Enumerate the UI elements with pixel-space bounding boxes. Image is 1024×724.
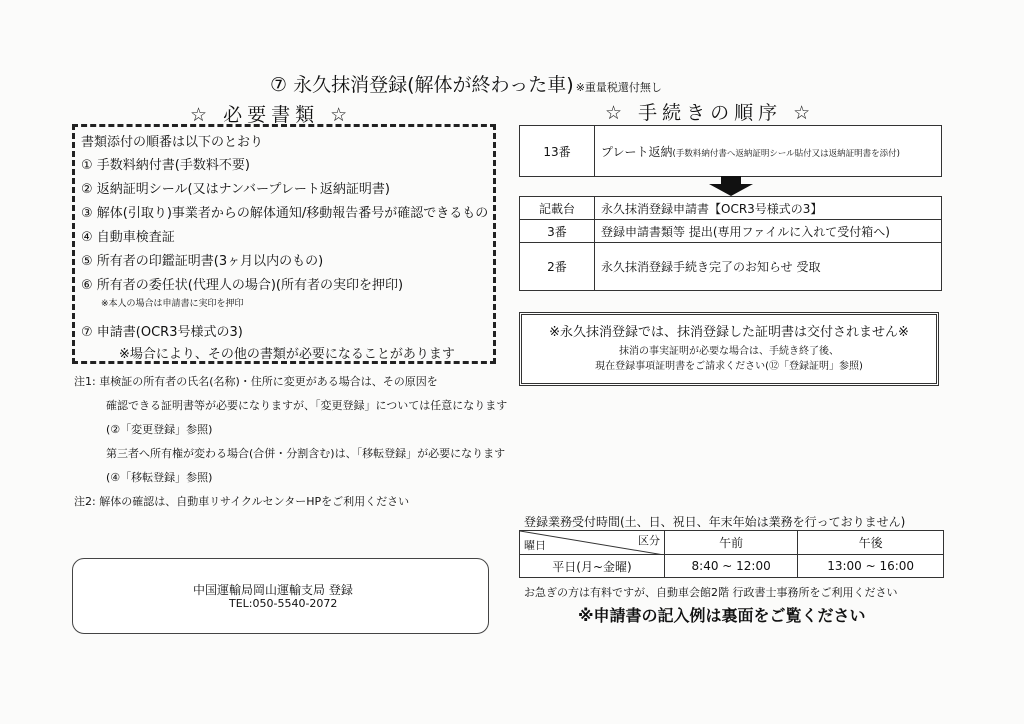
step-number: 2番 xyxy=(520,243,595,291)
document-item: ② 返納証明シール(又はナンバープレート返納証明書) xyxy=(81,182,390,197)
column-am: 午前 xyxy=(665,531,798,555)
header-youbi: 曜日 xyxy=(524,539,546,552)
title-note: ※重量税還付無し xyxy=(575,81,662,94)
note1-line: 第三者へ所有権が変わる場合(合併・分割含む)は、「移転登録」が必要になります xyxy=(106,447,506,460)
note1-line: 注1: 車検証の所有者の氏名(名称)・住所に変更がある場合は、その原因を xyxy=(74,375,438,388)
documents-intro: 書類添付の順番は以下のとおり xyxy=(81,135,264,150)
step-text: 登録申請書類等 提出(専用ファイルに入れて受付箱へ) xyxy=(595,220,942,243)
step-text: 永久抹消登録手続き完了のお知らせ 受取 xyxy=(595,243,942,291)
note1-line: 確認できる証明書等が必要になりますが、「変更登録」については任意になります xyxy=(106,399,508,412)
weekday-pm-hours: 13:00 ~ 16:00 xyxy=(798,555,944,578)
step-text-detail: (手数料納付書へ返納証明シール貼付又は返納証明書を添付) xyxy=(672,148,900,159)
other-documents-note: ※場合により、その他の書類が必要になることがあります xyxy=(119,347,455,362)
item6-note: ※本人の場合は申請書に実印を押印 xyxy=(101,299,244,309)
document-item: ⑥ 所有者の委任状(代理人の場合)(所有者の実印を押印) xyxy=(81,278,404,293)
certificate-notice-box xyxy=(519,312,939,386)
step-text-main: プレート返納 xyxy=(601,144,673,159)
step-number: 13番 xyxy=(520,126,595,177)
urgent-service-note: お急ぎの方は有料ですが、自動車会館2階 行政書士事務所をご利用ください xyxy=(524,586,898,599)
arrow-down-icon xyxy=(707,176,755,196)
procedure-first-step xyxy=(519,125,942,177)
reception-hours-caption: 登録業務受付時間(土、日、祝日、年末年始は業務を行っておりません) xyxy=(524,515,906,529)
header-kubun: 区分 xyxy=(638,534,660,547)
office-name: 中国運輸局岡山運輸支局 登録 xyxy=(193,583,353,597)
office-phone: TEL:050-5540-2072 xyxy=(229,597,338,610)
reception-hours-table xyxy=(519,530,944,578)
page-title xyxy=(270,70,662,97)
row-weekday: 平日(月~金曜) xyxy=(520,555,665,578)
document-item: ① 手数料納付書(手数料不要) xyxy=(81,158,250,173)
document-item: ③ 解体(引取り)事業者からの解体通知/移動報告番号が確認できるもの xyxy=(81,206,489,221)
document-item: ④ 自動車検査証 xyxy=(81,230,175,245)
weekday-am-hours: 8:40 ~ 12:00 xyxy=(665,555,798,578)
notice-line: 抹消の事実証明が必要な場合は、手続き終了後、 xyxy=(619,346,839,357)
notice-title: ※永久抹消登録では、抹消登録した証明書は交付されません※ xyxy=(549,325,909,340)
sample-form-note: ※申請書の記入例は裏面をご覧ください xyxy=(578,606,866,625)
procedure-order-heading: ☆ 手続きの順序 ☆ xyxy=(605,102,816,124)
header-corner-cell xyxy=(520,531,665,555)
notice-line: 現在登録事項証明書をご請求ください(⑫「登録証明」参照) xyxy=(595,361,863,372)
step-text: 永久抹消登録申請書【OCR3号様式の3】 xyxy=(595,197,942,220)
column-pm: 午後 xyxy=(798,531,944,555)
document-item: ⑤ 所有者の印鑑証明書(3ヶ月以内のもの) xyxy=(81,254,324,269)
note1-line: (④「移転登録」参照) xyxy=(106,471,213,484)
note1-line: (②「変更登録」参照) xyxy=(106,423,213,436)
contact-box xyxy=(72,558,489,634)
step-number: 記載台 xyxy=(520,197,595,220)
step-number: 3番 xyxy=(520,220,595,243)
title-text: ⑦ 永久抹消登録(解体が終わった車) xyxy=(270,74,574,96)
step-text xyxy=(595,126,942,177)
procedure-steps-table xyxy=(519,196,942,291)
required-documents-box xyxy=(72,124,496,364)
document-item: ⑦ 申請書(OCR3号様式の3) xyxy=(81,325,243,340)
note2: 注2: 解体の確認は、自動車リサイクルセンターHPをご利用ください xyxy=(74,495,410,508)
required-documents-heading: ☆ 必要書類 ☆ xyxy=(190,104,353,126)
